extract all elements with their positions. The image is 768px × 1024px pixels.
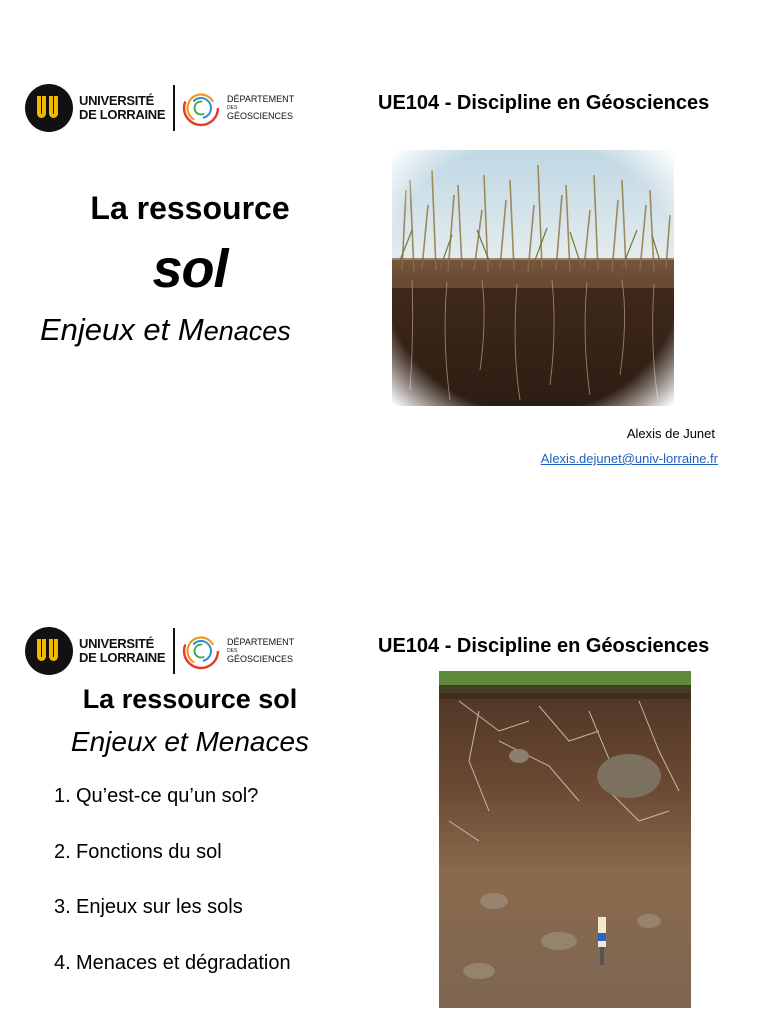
table-of-contents xyxy=(54,785,291,1007)
geosciences-department-logo-icon xyxy=(181,631,221,671)
department-name: DÉPARTEMENT DES GÉOSCIENCES xyxy=(227,94,295,121)
header-logos xyxy=(25,84,297,132)
toc-item: 1. Qu’est-ce qu’un sol? xyxy=(54,785,259,807)
soil-profile-photo xyxy=(392,150,674,406)
geosciences-department-logo-icon xyxy=(181,88,221,128)
university-name: UNIVERSITÉ DE LORRAINE xyxy=(79,93,166,122)
slide-title-sol: sol xyxy=(152,239,228,299)
logo-divider xyxy=(173,628,175,674)
toc-item: 3. Enjeux sur les sols xyxy=(54,896,243,918)
author-email-link[interactable]: Alexis.dejunet@univ-lorraine.fr xyxy=(540,451,718,466)
slide-subtitle: Enjeux et Menaces xyxy=(70,726,310,757)
logo-divider xyxy=(173,85,175,131)
course-title: UE104 - Discipline en Géosciences xyxy=(378,92,710,114)
slide-title: La ressource xyxy=(90,190,290,226)
slide-title: La ressource sol xyxy=(82,684,298,714)
toc-item: 2. Fonctions du sol xyxy=(54,840,222,863)
department-name: DÉPARTEMENT DES GÉOSCIENCES xyxy=(227,637,295,664)
soil-pit-photo xyxy=(439,671,691,1008)
universite-lorraine-logo-icon xyxy=(25,627,73,675)
author-name: Alexis de Junet xyxy=(626,426,715,441)
slide-2 xyxy=(0,542,768,1024)
university-name: UNIVERSITÉ DE LORRAINE xyxy=(79,636,166,665)
universite-lorraine-logo-icon xyxy=(25,84,73,132)
course-title: UE104 - Discipline en Géosciences xyxy=(378,635,710,657)
slide-subtitle: Enjeux et Menaces xyxy=(40,312,291,347)
header-logos xyxy=(25,627,297,675)
toc-item: 4. Menaces et dégradation xyxy=(54,951,291,974)
